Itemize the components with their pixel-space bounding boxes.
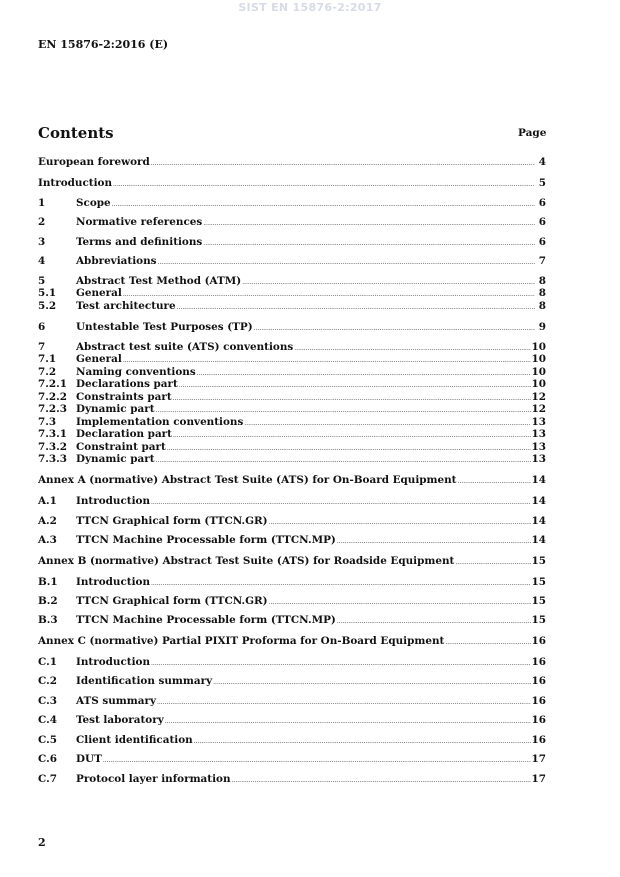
document-id: EN 15876-2:2016 (E) xyxy=(38,38,169,51)
toc-entry-number: B.3 xyxy=(38,614,58,626)
toc-entry[interactable] xyxy=(38,713,546,727)
toc-entry-page: 7 xyxy=(538,255,546,267)
toc-entry-title: Annex A (normative) Abstract Test Suite (ATS) for On-Board Equipment xyxy=(38,474,457,486)
toc-entry-number: 7.2.1 xyxy=(38,378,67,390)
toc-entry-page: 14 xyxy=(531,534,546,546)
toc-entry-title: Constraint part xyxy=(76,441,166,453)
page-number: 2 xyxy=(38,836,46,849)
toc-entry-page: 13 xyxy=(531,416,546,428)
toc-entry-number: 7.3 xyxy=(38,416,57,428)
toc-entry-number: 1 xyxy=(38,197,46,209)
toc-entry-page: 10 xyxy=(531,366,546,378)
toc-entry-page: 16 xyxy=(531,714,546,726)
toc-entry[interactable] xyxy=(38,254,546,268)
dot-leader xyxy=(157,256,535,270)
toc-entry-title: Dynamic part xyxy=(76,453,155,465)
toc-entry-number: C.6 xyxy=(38,753,57,765)
dot-leader xyxy=(269,596,531,610)
toc-entry-title: TTCN Graphical form (TTCN.GR) xyxy=(76,515,268,527)
toc-entry[interactable] xyxy=(38,772,546,786)
toc-entry[interactable] xyxy=(38,215,546,229)
dot-leader xyxy=(254,322,535,336)
toc-entry-title: Test architecture xyxy=(76,300,176,312)
dot-leader xyxy=(445,636,530,650)
dot-leader xyxy=(156,454,531,468)
toc-entry-page: 17 xyxy=(531,753,546,765)
toc-entry-title: Test laboratory xyxy=(76,714,164,726)
toc-entry-title: Untestable Test Purposes (TP) xyxy=(76,321,253,333)
toc-entry-number: 5.1 xyxy=(38,287,57,299)
toc-entry-title: Abstract Test Method (ATM) xyxy=(76,275,242,287)
toc-entry[interactable] xyxy=(38,320,546,334)
toc-entry-number: 2 xyxy=(38,216,46,228)
toc-entry-page: 13 xyxy=(531,428,546,440)
watermark: SIST EN 15876-2:2017 xyxy=(238,1,382,14)
toc-entry-title: Declaration part xyxy=(76,428,172,440)
toc-entry-title: Introduction xyxy=(38,177,112,189)
toc-entry-page: 6 xyxy=(538,197,546,209)
toc-entry-page: 15 xyxy=(531,555,546,567)
toc-entry-title: Identification summary xyxy=(76,675,213,687)
toc-entry[interactable] xyxy=(38,575,546,589)
toc-entry[interactable] xyxy=(38,752,546,766)
toc-entry-title: Naming conventions xyxy=(76,366,196,378)
toc-entry[interactable] xyxy=(38,286,546,300)
dot-leader xyxy=(203,237,535,251)
toc-entry-page: 13 xyxy=(531,453,546,465)
toc-entry-number: C.5 xyxy=(38,734,57,746)
dot-leader xyxy=(151,657,531,671)
toc-entry-title: Introduction xyxy=(76,495,150,507)
toc-entry-page: 17 xyxy=(531,773,546,785)
toc-entry-title: TTCN Graphical form (TTCN.GR) xyxy=(76,595,268,607)
toc-entry-page: 16 xyxy=(531,675,546,687)
toc-entry-page: 8 xyxy=(538,300,546,312)
toc-entry-number: 7.1 xyxy=(38,353,57,365)
toc-entry-number: 3 xyxy=(38,236,46,248)
toc-entry[interactable] xyxy=(38,402,546,416)
toc-entry-number: 7 xyxy=(38,341,46,353)
dot-leader xyxy=(157,696,531,710)
toc-entry-title: Annex B (normative) Abstract Test Suite (ATS) for Roadside Equipment xyxy=(38,555,455,567)
toc-entry[interactable] xyxy=(38,594,546,608)
toc-entry-page: 15 xyxy=(531,576,546,588)
toc-entry-number: 7.2.2 xyxy=(38,391,67,403)
toc-entry-page: 16 xyxy=(531,695,546,707)
dot-leader xyxy=(112,198,535,212)
toc-entry-number: 7.3.1 xyxy=(38,428,67,440)
toc-entry-title: ATS summary xyxy=(76,695,156,707)
toc-entry-number: 5.2 xyxy=(38,300,57,312)
toc-entry-number: A.1 xyxy=(38,495,57,507)
toc-entry-number: C.4 xyxy=(38,714,57,726)
toc-entry-page: 9 xyxy=(538,321,546,333)
dot-leader xyxy=(203,217,535,231)
toc-entry-number: 5 xyxy=(38,275,46,287)
toc-entry-page: 10 xyxy=(531,341,546,353)
toc-entry-title: Scope xyxy=(76,197,111,209)
toc-entry[interactable] xyxy=(38,176,546,190)
toc-entry[interactable] xyxy=(38,473,546,487)
toc-entry-number: C.2 xyxy=(38,675,57,687)
toc-entry-title: Declarations part xyxy=(76,378,178,390)
toc-entry-title: Constraints part xyxy=(76,391,172,403)
toc-entry-number: 7.2.3 xyxy=(38,403,67,415)
toc-entry[interactable] xyxy=(38,494,546,508)
dot-leader xyxy=(194,735,531,749)
toc-entry-number: C.3 xyxy=(38,695,57,707)
toc-entry-page: 15 xyxy=(531,595,546,607)
toc-entry-page: 16 xyxy=(531,656,546,668)
toc-entry[interactable] xyxy=(38,655,546,669)
dot-leader xyxy=(113,178,535,192)
dot-leader xyxy=(213,676,530,690)
toc-entry-page: 13 xyxy=(531,441,546,453)
dot-leader xyxy=(269,516,531,530)
toc-entry-title: European foreword xyxy=(38,156,150,168)
toc-entry-number: A.3 xyxy=(38,534,57,546)
dot-leader xyxy=(458,475,531,489)
toc-entry-title: Normative references xyxy=(76,216,203,228)
toc-entry-page: 10 xyxy=(531,353,546,365)
dot-leader xyxy=(455,556,530,570)
toc-entry-title: TTCN Machine Processable form (TTCN.MP) xyxy=(76,614,336,626)
toc-entry[interactable] xyxy=(38,299,546,313)
toc-entry-page: 15 xyxy=(531,614,546,626)
toc-entry[interactable] xyxy=(38,235,546,249)
toc-entry-title: Client identification xyxy=(76,734,193,746)
toc-entry-number: B.2 xyxy=(38,595,58,607)
toc-entry-page: 14 xyxy=(531,515,546,527)
toc-entry-page: 12 xyxy=(531,391,546,403)
dot-leader xyxy=(151,496,531,510)
toc-entry[interactable] xyxy=(38,352,546,366)
toc-entry-page: 10 xyxy=(531,378,546,390)
toc-entry-number: C.1 xyxy=(38,656,57,668)
toc-entry-page: 12 xyxy=(531,403,546,415)
toc-entry-title: Abbreviations xyxy=(76,255,157,267)
dot-leader xyxy=(165,715,531,729)
toc-entry-title: Introduction xyxy=(76,576,150,588)
toc-entry[interactable] xyxy=(38,674,546,688)
toc-entry-title: TTCN Machine Processable form (TTCN.MP) xyxy=(76,534,336,546)
toc-entry-title: Implementation conventions xyxy=(76,416,244,428)
toc-entry-title: Terms and definitions xyxy=(76,236,203,248)
toc-entry-page: 14 xyxy=(531,495,546,507)
toc-entry[interactable] xyxy=(38,733,546,747)
dot-leader xyxy=(103,754,531,768)
toc-entry-title: DUT xyxy=(76,753,102,765)
toc-entry-title: Dynamic part xyxy=(76,403,155,415)
dot-leader xyxy=(151,157,535,171)
toc-entry-number: A.2 xyxy=(38,515,57,527)
toc-entry-title: Abstract test suite (ATS) conventions xyxy=(76,341,294,353)
dot-leader xyxy=(151,577,531,591)
dot-leader xyxy=(337,615,531,629)
toc-entry[interactable] xyxy=(38,196,546,210)
toc-entry-title: Annex C (normative) Partial PIXIT Proforma for On-Board Equipment xyxy=(38,635,445,647)
toc-entry-title: Introduction xyxy=(76,656,150,668)
dot-leader xyxy=(177,301,535,315)
toc-entry-title: General xyxy=(76,353,122,365)
dot-leader xyxy=(337,535,531,549)
toc-entry-page: 16 xyxy=(531,734,546,746)
toc-entry-number: 7.3.3 xyxy=(38,453,67,465)
dot-leader xyxy=(232,774,531,788)
toc-entry[interactable] xyxy=(38,634,546,648)
toc-entry-number: C.7 xyxy=(38,773,57,785)
toc-entry[interactable] xyxy=(38,613,546,627)
toc-entry[interactable] xyxy=(38,533,546,547)
toc-entry-number: 4 xyxy=(38,255,46,267)
toc-entry-title: General xyxy=(76,287,122,299)
toc-entry-number: 7.2 xyxy=(38,366,57,378)
toc-entry[interactable] xyxy=(38,554,546,568)
toc-entry[interactable] xyxy=(38,514,546,528)
toc-entry-page: 8 xyxy=(538,275,546,287)
toc-entry-number: 7.3.2 xyxy=(38,441,67,453)
toc-entry[interactable] xyxy=(38,427,546,441)
toc-entry-page: 5 xyxy=(538,177,546,189)
toc-entry[interactable] xyxy=(38,155,546,169)
page-column-label: Page xyxy=(518,127,547,139)
toc-entry-page: 6 xyxy=(538,236,546,248)
toc-entry-title: Protocol layer information xyxy=(76,773,231,785)
toc-entry-number: B.1 xyxy=(38,576,58,588)
toc-entry-page: 16 xyxy=(531,635,546,647)
toc-entry-page: 6 xyxy=(538,216,546,228)
toc-entry-number: 6 xyxy=(38,321,46,333)
contents-heading: Contents xyxy=(38,124,114,142)
toc-entry[interactable] xyxy=(38,377,546,391)
toc-entry-page: 8 xyxy=(538,287,546,299)
toc-entry[interactable] xyxy=(38,694,546,708)
toc-entry[interactable] xyxy=(38,452,546,466)
toc-entry-page: 4 xyxy=(538,156,546,168)
toc-entry-page: 14 xyxy=(531,474,546,486)
